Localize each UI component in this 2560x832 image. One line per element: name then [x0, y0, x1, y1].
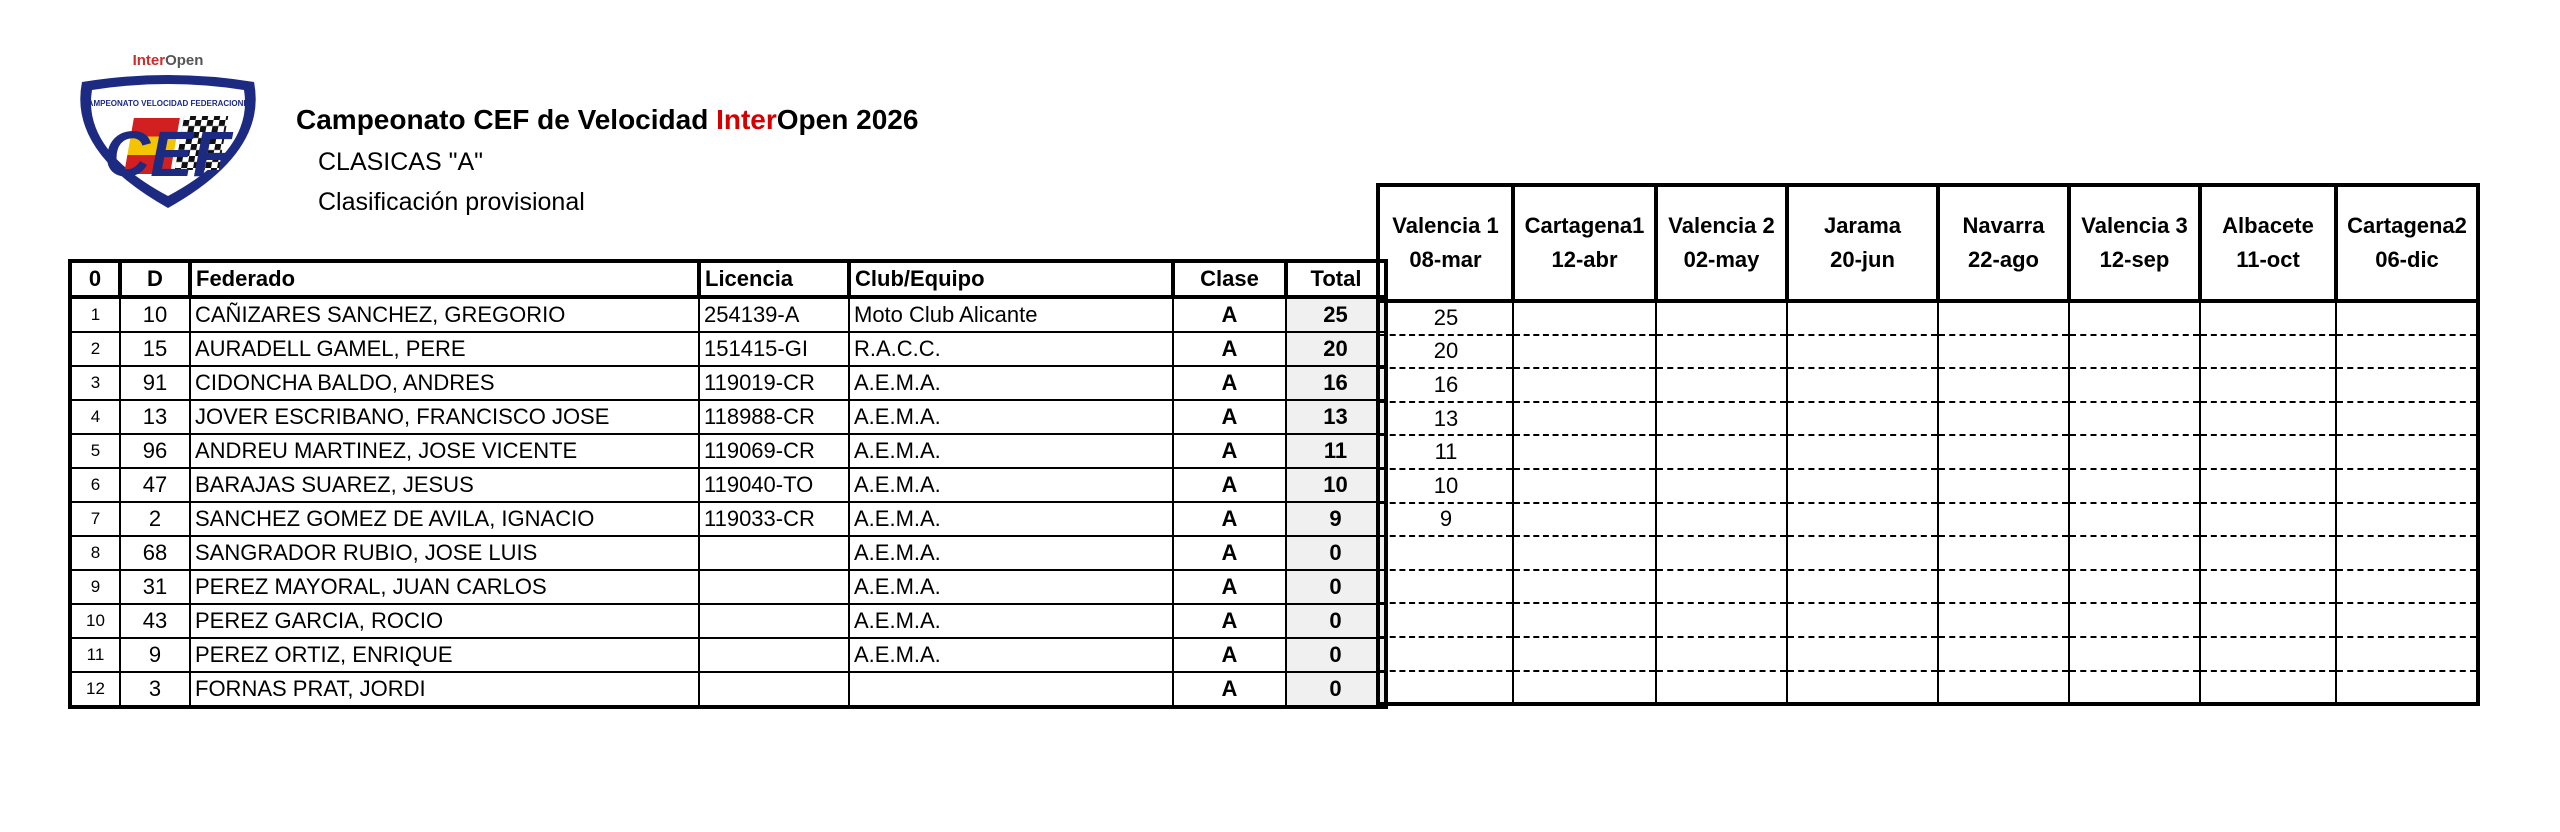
- cell-name: PEREZ ORTIZ, ENRIQUE: [190, 638, 699, 672]
- cell-total: 0: [1286, 570, 1386, 604]
- table-row: [70, 297, 1386, 332]
- cell-club: R.A.C.C.: [849, 332, 1173, 366]
- logo-shield: [72, 72, 264, 212]
- cell-club: A.E.M.A.: [849, 366, 1173, 400]
- race-points: [2200, 435, 2336, 469]
- cell-position: 2: [70, 332, 120, 366]
- race-row: [1378, 671, 2478, 705]
- table-row: [70, 536, 1386, 570]
- col-total: Total: [1286, 261, 1386, 297]
- cell-position: 12: [70, 672, 120, 707]
- category-subtitle: CLASICAS "A": [318, 148, 484, 176]
- cell-license: 118988-CR: [699, 400, 849, 434]
- race-points: [2336, 435, 2478, 469]
- cell-dorsal: 13: [120, 400, 190, 434]
- race-points: [1787, 435, 1938, 469]
- cell-club: A.E.M.A.: [849, 468, 1173, 502]
- cell-total: 0: [1286, 604, 1386, 638]
- race-date: 08-mar: [1409, 247, 1482, 272]
- race-points: [1787, 637, 1938, 671]
- race-points: [2069, 671, 2200, 705]
- race-points: [2069, 335, 2200, 369]
- cell-club: A.E.M.A.: [849, 434, 1173, 468]
- cell-license: 119033-CR: [699, 502, 849, 536]
- race-name: Jarama: [1823, 213, 1902, 238]
- race-points: 11: [1378, 435, 1513, 469]
- race-row: [1378, 368, 2478, 402]
- race-name: Cartagena1: [1524, 213, 1645, 238]
- table-row: [70, 502, 1386, 536]
- table-row: [70, 366, 1386, 400]
- race-points: [1656, 368, 1787, 402]
- cell-class: A: [1173, 502, 1286, 536]
- standings-header-row: [70, 261, 1386, 297]
- race-points: [2336, 402, 2478, 436]
- cell-club: A.E.M.A.: [849, 536, 1173, 570]
- cell-name: ANDREU MARTINEZ, JOSE VICENTE: [190, 434, 699, 468]
- race-points: [1787, 335, 1938, 369]
- col-position: 0: [70, 261, 120, 297]
- race-name: Valencia 1: [1392, 213, 1499, 238]
- cell-total: 16: [1286, 366, 1386, 400]
- race-points: [2336, 637, 2478, 671]
- race-points: 9: [1378, 503, 1513, 537]
- cell-class: A: [1173, 468, 1286, 502]
- race-points: [1938, 503, 2069, 537]
- cell-class: A: [1173, 400, 1286, 434]
- race-points: [2200, 368, 2336, 402]
- race-date: 12-sep: [2099, 247, 2170, 272]
- race-points: [2069, 570, 2200, 604]
- race-points: [2336, 536, 2478, 570]
- standings-table: [68, 259, 1388, 709]
- race-points: 13: [1378, 402, 1513, 436]
- race-points: [1787, 603, 1938, 637]
- race-points: [1378, 637, 1513, 671]
- cell-club: [849, 672, 1173, 707]
- table-row: [70, 672, 1386, 707]
- cell-class: A: [1173, 604, 1286, 638]
- race-points: [1513, 536, 1656, 570]
- race-points: [1513, 402, 1656, 436]
- race-row: [1378, 637, 2478, 671]
- race-points: [1656, 301, 1787, 335]
- race-points: [1656, 469, 1787, 503]
- race-points: [1513, 603, 1656, 637]
- race-points: [1938, 301, 2069, 335]
- race-points: [1938, 570, 2069, 604]
- race-row: [1378, 536, 2478, 570]
- race-points: [2336, 570, 2478, 604]
- cell-class: A: [1173, 638, 1286, 672]
- race-row: [1378, 469, 2478, 503]
- cell-club: A.E.M.A.: [849, 604, 1173, 638]
- race-points: [1656, 570, 1787, 604]
- cell-name: FORNAS PRAT, JORDI: [190, 672, 699, 707]
- cell-license: [699, 638, 849, 672]
- logo-ring-text: CAMPEONATO VELOCIDAD FEDERACIONES: [81, 99, 255, 108]
- cell-license: 151415-GI: [699, 332, 849, 366]
- cell-dorsal: 3: [120, 672, 190, 707]
- cell-class: A: [1173, 434, 1286, 468]
- cell-dorsal: 47: [120, 468, 190, 502]
- race-points: [2200, 301, 2336, 335]
- cell-total: 20: [1286, 332, 1386, 366]
- cell-position: 5: [70, 434, 120, 468]
- race-points: [2336, 469, 2478, 503]
- race-date: 12-abr: [1551, 247, 1618, 272]
- race-row: [1378, 570, 2478, 604]
- race-points: [2336, 603, 2478, 637]
- table-row: [70, 604, 1386, 638]
- race-points: [1656, 435, 1787, 469]
- cell-position: 4: [70, 400, 120, 434]
- race-date: 20-jun: [1830, 247, 1895, 272]
- cell-total: 0: [1286, 638, 1386, 672]
- status-subtitle: Clasificación provisional: [318, 188, 585, 216]
- cell-license: 254139-A: [699, 297, 849, 332]
- race-points: [2069, 368, 2200, 402]
- cell-class: A: [1173, 570, 1286, 604]
- cell-position: 11: [70, 638, 120, 672]
- table-row: [70, 400, 1386, 434]
- race-header: [1938, 185, 2069, 301]
- cell-class: A: [1173, 332, 1286, 366]
- cell-name: BARAJAS SUAREZ, JESUS: [190, 468, 699, 502]
- race-points: [2200, 335, 2336, 369]
- race-points: [1938, 335, 2069, 369]
- cell-dorsal: 10: [120, 297, 190, 332]
- cell-license: [699, 604, 849, 638]
- race-points: [2336, 301, 2478, 335]
- cell-club: Moto Club Alicante: [849, 297, 1173, 332]
- cell-license: 119040-TO: [699, 468, 849, 502]
- race-results-table: [1376, 183, 2480, 706]
- col-federado: Federado: [190, 261, 699, 297]
- race-points: [2069, 435, 2200, 469]
- race-points: [1938, 637, 2069, 671]
- race-name: Valencia 3: [2081, 213, 2188, 238]
- race-date: 22-ago: [1968, 247, 2039, 272]
- cell-club: A.E.M.A.: [849, 502, 1173, 536]
- race-points: 25: [1378, 301, 1513, 335]
- race-points: [1938, 435, 2069, 469]
- race-points: [1378, 671, 1513, 705]
- race-row: [1378, 435, 2478, 469]
- race-points: [1656, 671, 1787, 705]
- cell-name: AURADELL GAMEL, PERE: [190, 332, 699, 366]
- cell-name: SANGRADOR RUBIO, JOSE LUIS: [190, 536, 699, 570]
- cell-total: 25: [1286, 297, 1386, 332]
- race-header: [2200, 185, 2336, 301]
- race-row: [1378, 603, 2478, 637]
- cell-position: 9: [70, 570, 120, 604]
- col-club: Club/Equipo: [849, 261, 1173, 297]
- race-points: [2069, 637, 2200, 671]
- race-header: [2069, 185, 2200, 301]
- cell-class: A: [1173, 297, 1286, 332]
- race-name: Albacete: [2222, 213, 2314, 238]
- race-points: [2069, 503, 2200, 537]
- race-points: [2200, 671, 2336, 705]
- cell-dorsal: 91: [120, 366, 190, 400]
- race-row: [1378, 402, 2478, 436]
- race-points: [2336, 335, 2478, 369]
- race-points: [1513, 671, 1656, 705]
- cell-dorsal: 9: [120, 638, 190, 672]
- race-points: [1656, 402, 1787, 436]
- race-points: [1787, 503, 1938, 537]
- race-points: [1378, 570, 1513, 604]
- cell-dorsal: 43: [120, 604, 190, 638]
- race-points: [1656, 603, 1787, 637]
- cell-name: PEREZ GARCIA, ROCIO: [190, 604, 699, 638]
- cell-position: 7: [70, 502, 120, 536]
- cell-total: 11: [1286, 434, 1386, 468]
- race-points: [2200, 536, 2336, 570]
- race-points: [1513, 335, 1656, 369]
- logo-brand: InterOpen: [132, 52, 204, 69]
- race-points: [1513, 570, 1656, 604]
- race-date: 06-dic: [2375, 247, 2439, 272]
- race-row: [1378, 335, 2478, 369]
- cell-dorsal: 96: [120, 434, 190, 468]
- race-points: [1787, 671, 1938, 705]
- table-row: [70, 468, 1386, 502]
- cell-class: A: [1173, 366, 1286, 400]
- race-points: [1787, 570, 1938, 604]
- cell-dorsal: 15: [120, 332, 190, 366]
- cell-license: 119019-CR: [699, 366, 849, 400]
- race-header-row: [1378, 185, 2478, 301]
- col-clase: Clase: [1173, 261, 1286, 297]
- cell-license: 119069-CR: [699, 434, 849, 468]
- race-name: Navarra: [1962, 213, 2045, 238]
- race-points: [1513, 368, 1656, 402]
- race-row: [1378, 301, 2478, 335]
- race-points: [1787, 368, 1938, 402]
- race-points: [1513, 469, 1656, 503]
- race-points: [1513, 637, 1656, 671]
- race-header: [1513, 185, 1656, 301]
- race-points: [1787, 301, 1938, 335]
- race-points: [1513, 435, 1656, 469]
- race-points: [1938, 536, 2069, 570]
- cell-position: 3: [70, 366, 120, 400]
- race-points: [2336, 503, 2478, 537]
- race-points: [1938, 469, 2069, 503]
- race-header: [1656, 185, 1787, 301]
- col-dorsal: D: [120, 261, 190, 297]
- race-points: [2336, 671, 2478, 705]
- race-header: [1378, 185, 1513, 301]
- cell-name: PEREZ MAYORAL, JUAN CARLOS: [190, 570, 699, 604]
- race-points: 16: [1378, 368, 1513, 402]
- race-points: [2069, 469, 2200, 503]
- race-date: 11-oct: [2236, 247, 2300, 272]
- race-points: [2200, 503, 2336, 537]
- table-row: [70, 638, 1386, 672]
- table-row: [70, 332, 1386, 366]
- race-points: [1513, 301, 1656, 335]
- race-points: [1378, 536, 1513, 570]
- race-points: [1513, 503, 1656, 537]
- cell-total: 9: [1286, 502, 1386, 536]
- race-points: [2200, 570, 2336, 604]
- page-title: Campeonato CEF de Velocidad InterOpen 2026: [296, 104, 919, 135]
- cell-position: 10: [70, 604, 120, 638]
- cell-name: SANCHEZ GOMEZ DE AVILA, IGNACIO: [190, 502, 699, 536]
- race-points: [2336, 368, 2478, 402]
- race-points: [2200, 603, 2336, 637]
- cell-dorsal: 31: [120, 570, 190, 604]
- cell-position: 8: [70, 536, 120, 570]
- race-points: [2200, 637, 2336, 671]
- race-header: [1787, 185, 1938, 301]
- cell-license: [699, 536, 849, 570]
- race-points: [1787, 536, 1938, 570]
- race-points: [1656, 536, 1787, 570]
- race-points: [2069, 301, 2200, 335]
- race-header: [2336, 185, 2478, 301]
- cell-club: A.E.M.A.: [849, 400, 1173, 434]
- cell-total: 10: [1286, 468, 1386, 502]
- race-date: 02-may: [1683, 247, 1760, 272]
- logo-letters: CEF: [104, 118, 232, 190]
- cell-position: 6: [70, 468, 120, 502]
- cell-license: [699, 672, 849, 707]
- cell-club: A.E.M.A.: [849, 570, 1173, 604]
- race-points: [1656, 335, 1787, 369]
- cell-name: CAÑIZARES SANCHEZ, GREGORIO: [190, 297, 699, 332]
- race-points: [1938, 402, 2069, 436]
- race-points: [1938, 368, 2069, 402]
- cell-name: CIDONCHA BALDO, ANDRES: [190, 366, 699, 400]
- race-points: [2200, 402, 2336, 436]
- race-points: [1938, 671, 2069, 705]
- cell-dorsal: 68: [120, 536, 190, 570]
- cell-total: 13: [1286, 400, 1386, 434]
- race-name: Cartagena2: [2347, 213, 2467, 238]
- cell-club: A.E.M.A.: [849, 638, 1173, 672]
- race-points: [2069, 603, 2200, 637]
- cell-class: A: [1173, 672, 1286, 707]
- table-row: [70, 570, 1386, 604]
- race-row: [1378, 503, 2478, 537]
- race-points: [1938, 603, 2069, 637]
- cell-total: 0: [1286, 536, 1386, 570]
- race-points: [2069, 536, 2200, 570]
- race-points: [1787, 402, 1938, 436]
- col-licencia: Licencia: [699, 261, 849, 297]
- cell-name: JOVER ESCRIBANO, FRANCISCO JOSE: [190, 400, 699, 434]
- table-row: [70, 434, 1386, 468]
- cef-logo: [68, 52, 268, 214]
- race-points: [1787, 469, 1938, 503]
- race-points: [1656, 503, 1787, 537]
- race-name: Valencia 2: [1668, 213, 1775, 238]
- cell-position: 1: [70, 297, 120, 332]
- race-points: [2069, 402, 2200, 436]
- race-points: 20: [1378, 335, 1513, 369]
- race-points: 10: [1378, 469, 1513, 503]
- cell-license: [699, 570, 849, 604]
- race-points: [2200, 469, 2336, 503]
- race-points: [1656, 637, 1787, 671]
- cell-class: A: [1173, 536, 1286, 570]
- cell-total: 0: [1286, 672, 1386, 707]
- race-points: [1378, 603, 1513, 637]
- cell-dorsal: 2: [120, 502, 190, 536]
